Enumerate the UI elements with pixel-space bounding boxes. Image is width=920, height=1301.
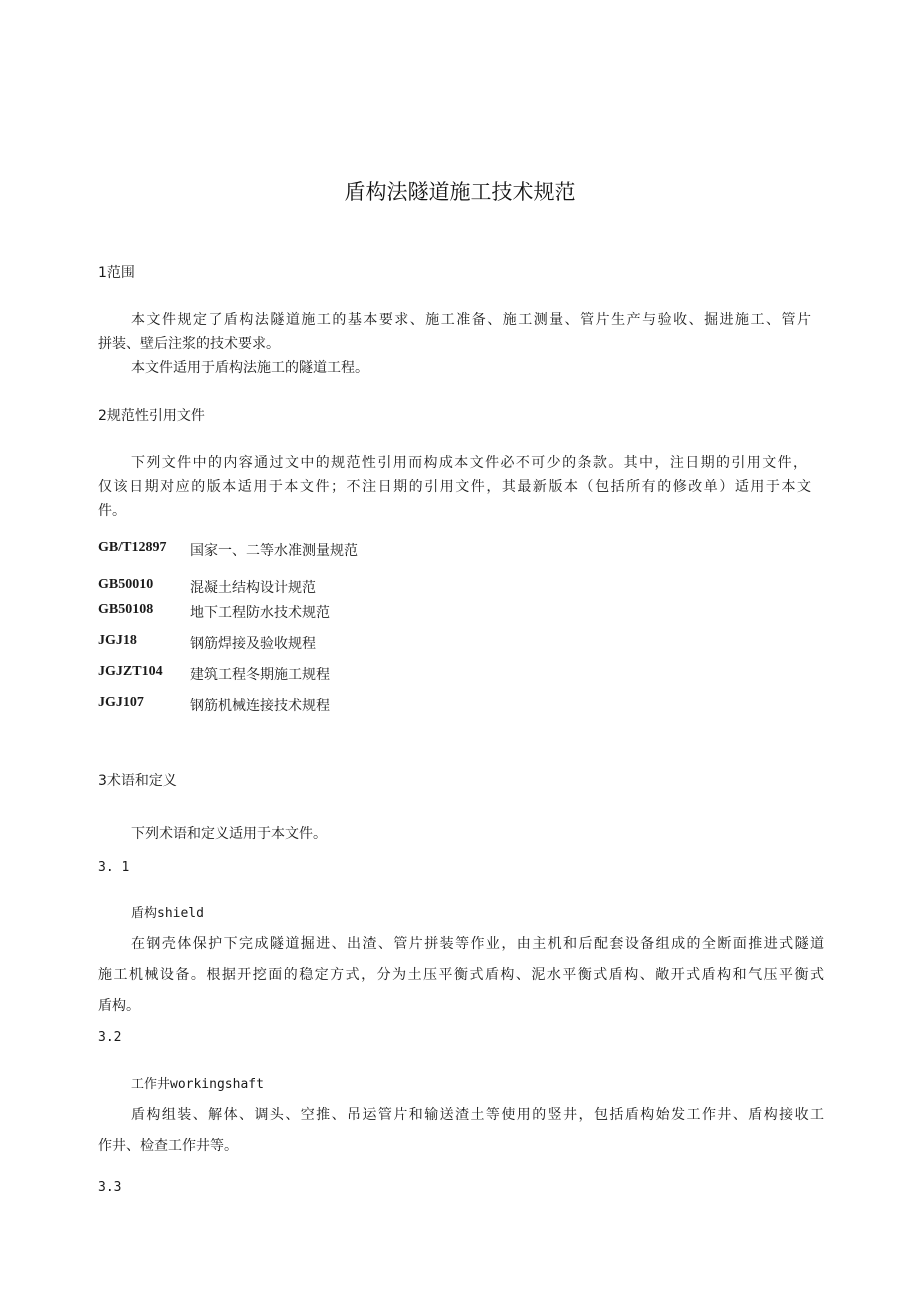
term-definition-line: 盾构组装、解体、调头、空推、吊运管片和输送渣土等使用的竖井，包括盾构始发工作井、盾构接收工 [131,1107,824,1123]
term-name: 工作井workingshaft [131,1077,264,1092]
reference-code: GB50010 [98,577,154,592]
term-name: 盾构shield [131,906,204,921]
reference-title: 国家一、二等水准测量规范 [190,543,358,559]
document-title: 盾构法隧道施工技术规范 [344,180,576,204]
reference-title: 建筑工程冬期施工规程 [190,667,330,683]
term-number: 3.2 [98,1030,122,1045]
reference-title: 地下工程防水技术规范 [190,605,330,621]
section-2-paragraph-line: 仅该日期对应的版本适用于本文件；不注日期的引用文件，其最新版本（包括所有的修改单）适用于本文 [98,479,811,495]
section-1-heading: 1范围 [98,265,135,281]
reference-title: 钢筋焊接及验收规程 [190,636,316,652]
section-2-paragraph-line: 件。 [98,503,126,519]
reference-code: GB50108 [98,602,154,617]
term-definition-line: 施工机械设备。根据开挖面的稳定方式，分为土压平衡式盾构、泥水平衡式盾构、敞开式盾构和气压平衡式 [98,967,824,983]
reference-code: GB/T12897 [98,540,167,555]
reference-title: 混凝土结构设计规范 [190,580,316,596]
reference-title: 钢筋机械连接技术规程 [190,698,330,714]
term-number: 3. 1 [98,860,130,875]
section-1-paragraph: 本文件适用于盾构法施工的隧道工程。 [131,360,369,376]
term-number: 3.3 [98,1180,122,1195]
section-1-paragraph-line: 本文件规定了盾构法隧道施工的基本要求、施工准备、施工测量、管片生产与验收、掘进施工、管片 [131,312,811,328]
reference-code: JGJ107 [98,695,144,710]
section-2-heading: 2规范性引用文件 [98,408,205,424]
term-definition-line: 在钢壳体保护下完成隧道掘进、出渣、管片拼装等作业，由主机和后配套设备组成的全断面推进式隧道 [131,936,824,952]
reference-code: JGJ18 [98,633,137,648]
section-3-heading: 3术语和定义 [98,773,177,789]
section-1-paragraph-line: 拼装、壁后注浆的技术要求。 [98,336,280,352]
reference-code: JGJZT104 [98,664,163,679]
term-definition-line: 作井、检查工作井等。 [98,1138,238,1154]
section-3-intro: 下列术语和定义适用于本文件。 [131,826,327,842]
term-definition-line: 盾构。 [98,998,140,1014]
section-2-paragraph-line: 下列文件中的内容通过文中的规范性引用而构成本文件必不可少的条款。其中，注日期的引用文件， [131,455,807,471]
